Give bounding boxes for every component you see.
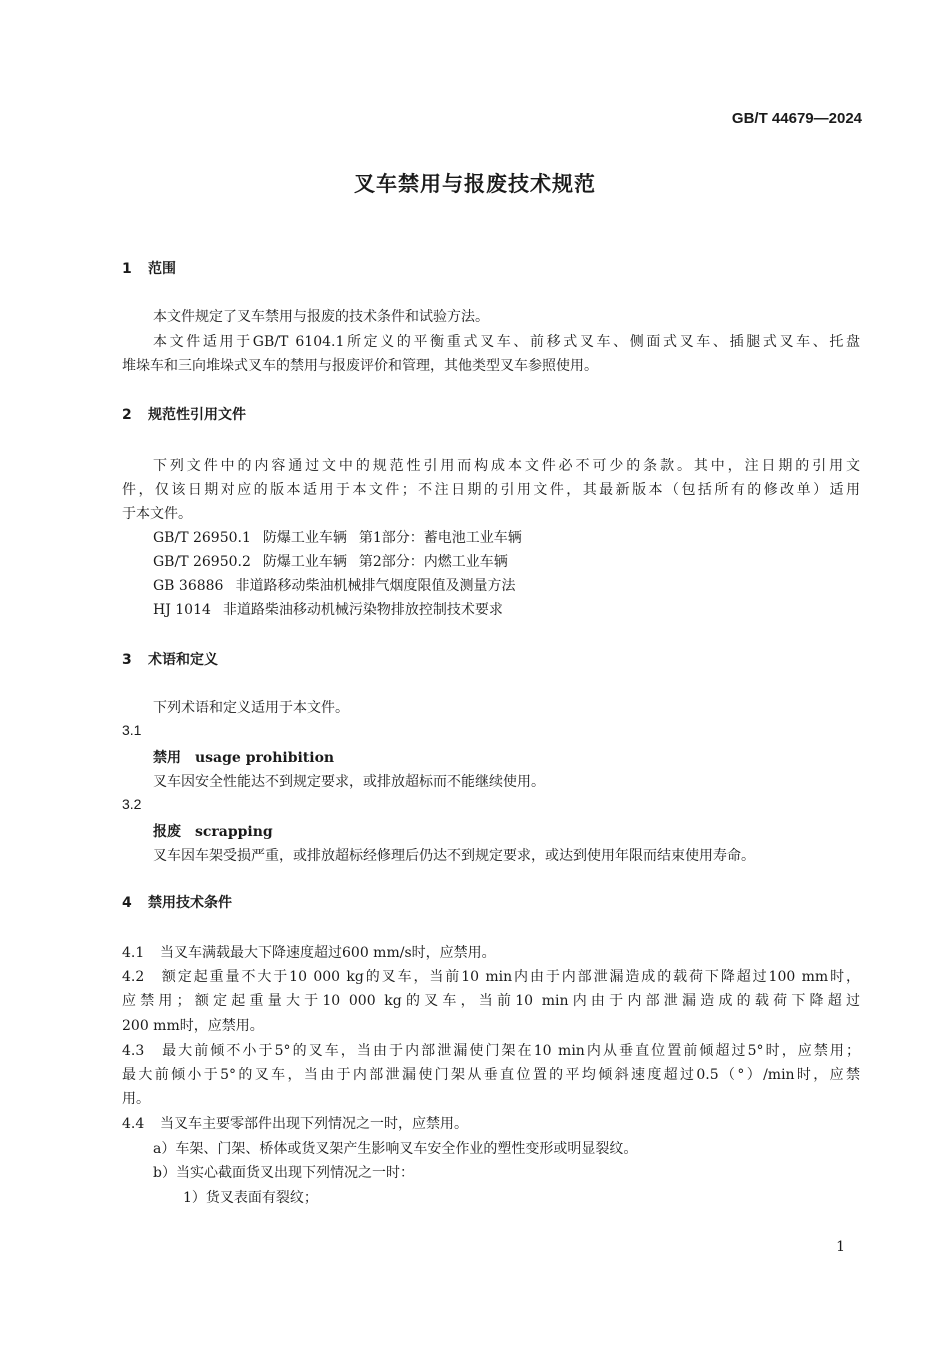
reference-code: HJ 1014 — [153, 602, 211, 618]
reference-subtitle: 第2部分：内燃工业车辆 — [358, 554, 508, 570]
term-heading — [153, 747, 334, 767]
clause-4-3-line-3: 用。 — [122, 1091, 150, 1107]
section-3-intro: 下列术语和定义适用于本文件。 — [153, 700, 349, 716]
section-2-paragraph-line-2: 件，仅该日期对应的版本适用于本文件；不注日期的引用文件，其最新版本（包括所有的修改单）适用 — [122, 482, 860, 498]
clause-4-1 — [122, 942, 496, 962]
reference-title: 防爆工业车辆 — [262, 554, 347, 570]
section-1-paragraph-2-line-2: 堆垛车和三向堆垛式叉车的禁用与报废评价和管理，其他类型叉车参照使用。 — [122, 358, 598, 374]
section-title: 范围 — [148, 261, 176, 277]
clause-text: 最大前倾不小于5°的叉车，当由于内部泄漏使门架在10 min内从垂直位置前倾超过5°时，应禁用； — [160, 1043, 860, 1059]
clause-number: 4.4 — [122, 1116, 145, 1132]
clause-number: 4.1 — [122, 945, 145, 961]
clause-number: 4.3 — [122, 1043, 145, 1059]
normative-reference-3 — [153, 575, 515, 595]
term-zh: 禁用 — [153, 750, 181, 766]
clause-4-3-line-2: 最大前倾小于5°的叉车，当由于内部泄漏使门架从垂直位置的平均倾斜速度超过0.5（°）/min时，应禁 — [122, 1067, 860, 1083]
list-item-a: a）车架、门架、桥体或货叉架产生影响叉车安全作业的塑性变形或明显裂纹。 — [153, 1141, 638, 1157]
clause-4-2-line-3: 200 mm时，应禁用。 — [122, 1018, 264, 1034]
clause-number: 4.2 — [122, 969, 145, 985]
reference-subtitle: 第1部分：蓄电池工业车辆 — [358, 530, 522, 546]
section-1-paragraph-1: 本文件规定了叉车禁用与报废的技术条件和试验方法。 — [153, 309, 489, 325]
clause-4-2-line-2: 应禁用；额定起重量大于10 000 kg的叉车，当前10 min内由于内部泄漏造成的载荷下降超过 — [122, 993, 860, 1009]
section-2-heading — [122, 404, 246, 424]
term-definition: 叉车因车架受损严重，或排放超标经修理后仍达不到规定要求，或达到使用年限而结束使用寿命。 — [153, 848, 755, 864]
section-title: 规范性引用文件 — [148, 407, 246, 423]
section-1-paragraph-2-line-1: 本文件适用于GB/T 6104.1所定义的平衡重式叉车、前移式叉车、侧面式叉车、插腿式叉车、托盘 — [153, 334, 860, 350]
normative-reference-4 — [153, 599, 503, 619]
section-4-heading — [122, 892, 232, 912]
term-number: 3.2 — [122, 796, 142, 812]
reference-title: 非道路柴油移动机械污染物排放控制技术要求 — [222, 602, 503, 618]
section-1-heading — [122, 258, 176, 278]
document-title: 叉车禁用与报废技术规范 — [354, 172, 596, 196]
clause-4-3-line-1 — [122, 1040, 860, 1060]
section-3-heading — [122, 649, 218, 669]
clause-4-4 — [122, 1113, 468, 1133]
section-number: 1 — [122, 261, 132, 277]
clause-text: 当叉车主要零部件出现下列情况之一时，应禁用。 — [160, 1116, 468, 1132]
list-item-b-1: 1）货叉表面有裂纹； — [183, 1190, 318, 1206]
reference-code: GB/T 26950.1 — [153, 530, 251, 546]
clause-text: 当叉车满载最大下降速度超过600 mm/s时，应禁用。 — [160, 945, 496, 961]
standard-number: GB/T 44679—2024 — [731, 110, 862, 127]
section-2-paragraph-line-1: 下列文件中的内容通过文中的规范性引用而构成本文件必不可少的条款。其中，注日期的引用文 — [153, 458, 860, 474]
term-number: 3.1 — [122, 722, 142, 738]
section-title: 术语和定义 — [148, 652, 218, 668]
term-zh: 报废 — [153, 824, 181, 840]
clause-text: 额定起重量不大于10 000 kg的叉车，当前10 min内由于内部泄漏造成的载荷下降超过100 mm时， — [160, 969, 860, 985]
list-item-b: b）当实心截面货叉出现下列情况之一时： — [153, 1165, 414, 1181]
reference-title: 非道路移动柴油机械排气烟度限值及测量方法 — [235, 578, 516, 594]
section-number: 2 — [122, 407, 132, 423]
clause-4-2-line-1 — [122, 966, 860, 986]
section-number: 3 — [122, 652, 132, 668]
term-definition: 叉车因安全性能达不到规定要求，或排放超标而不能继续使用。 — [153, 774, 545, 790]
page-number: 1 — [836, 1239, 845, 1255]
term-heading — [153, 821, 273, 841]
reference-title: 防爆工业车辆 — [262, 530, 347, 546]
section-title: 禁用技术条件 — [148, 895, 232, 911]
normative-reference-1 — [153, 527, 522, 547]
reference-code: GB/T 26950.2 — [153, 554, 251, 570]
section-2-paragraph-line-3: 于本文件。 — [122, 506, 192, 522]
term-en: usage prohibition — [195, 750, 335, 766]
normative-reference-2 — [153, 551, 508, 571]
reference-code: GB 36886 — [153, 578, 224, 594]
section-number: 4 — [122, 895, 132, 911]
term-en: scrapping — [195, 824, 273, 840]
